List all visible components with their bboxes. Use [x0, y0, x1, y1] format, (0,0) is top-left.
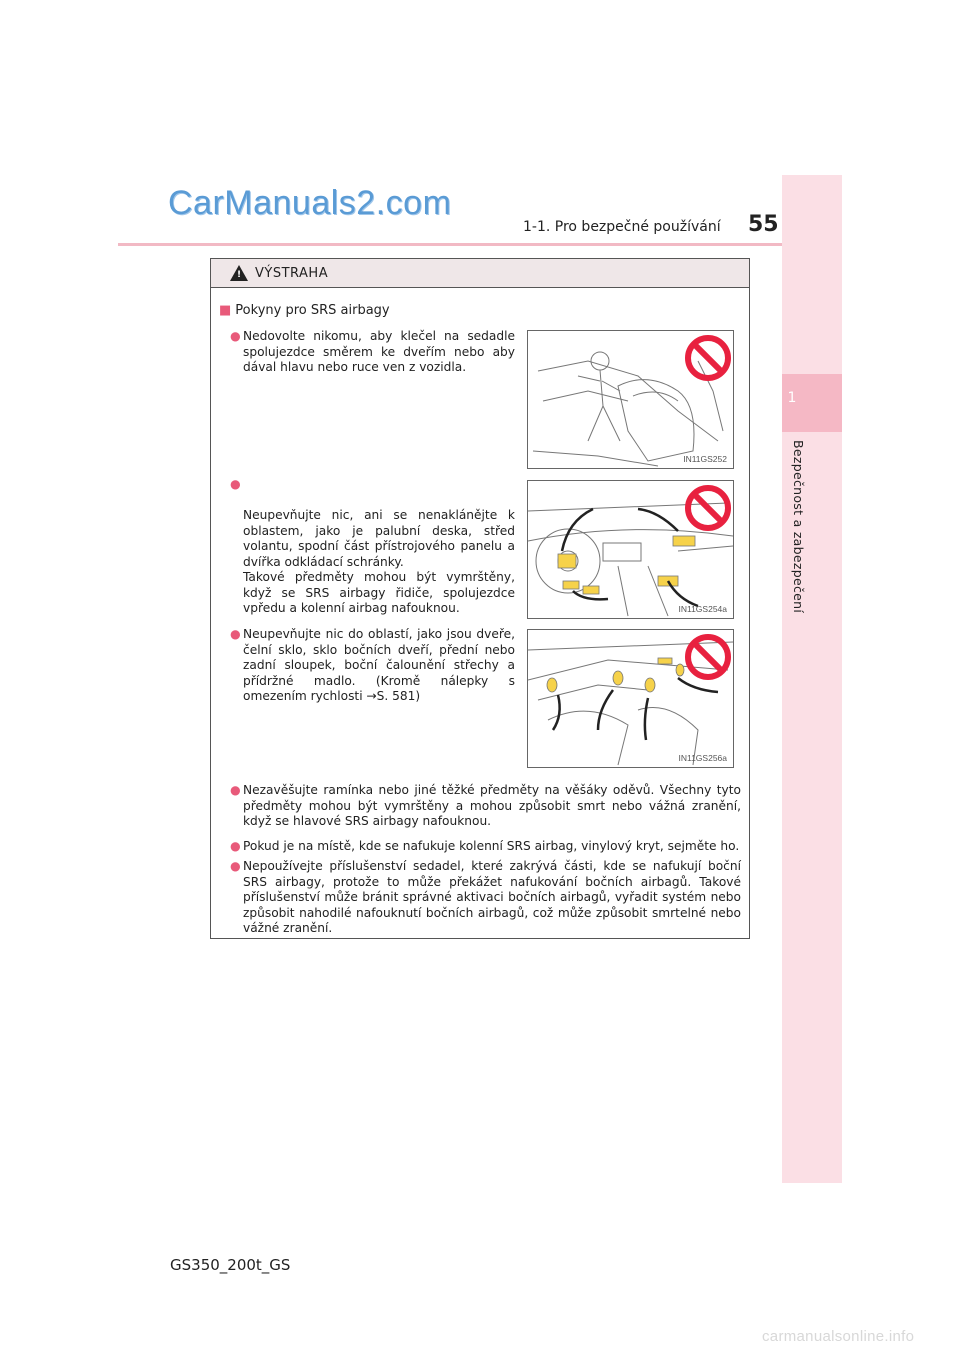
- square-bullet-icon: ■: [219, 303, 232, 318]
- warning-box: [210, 258, 750, 939]
- motion-arrows: [562, 509, 698, 606]
- figure-kneeling-passenger: [527, 330, 734, 469]
- prohibited-icon: [688, 488, 728, 528]
- bullet-icon: ●: [230, 859, 241, 873]
- interior-illustration: [528, 630, 733, 767]
- warning-title: VÝSTRAHA: [255, 266, 329, 281]
- model-code: GS350_200t_GS: [170, 1256, 291, 1274]
- figure-code: IN11GS256a: [678, 753, 727, 763]
- section-title: 1-1. Pro bezpečné používání: [523, 219, 721, 235]
- bullet-icon: ●: [230, 839, 241, 853]
- list-item: ● Neupevňujte nic, ani se nenaklánějte k oblastem, jako je palubní deska, střed volantu, spodní část přístrojového panelu a dvířka odkládací schránky. Takové předměty mohou být vymrštěny, když se SRS airbagy řidiče, spolujezdce vpředu a kolenní airbag nafouknou.: [230, 477, 515, 615]
- footer-watermark: carmanualsonline.info: [762, 1328, 915, 1345]
- figure-code: IN11GS252: [683, 454, 727, 464]
- chapter-number: 1: [787, 390, 797, 406]
- list-item: ● Pokud je na místě, kde se nafukuje kolenní SRS airbag, vinylový kryt, sejměte ho.: [230, 839, 740, 853]
- bullet-icon: ●: [230, 783, 241, 797]
- kneeling-passenger-illustration: [528, 331, 733, 468]
- bullet-icon: ●: [230, 329, 241, 343]
- header-rule: [118, 243, 782, 246]
- warning-header: [211, 259, 749, 288]
- dashboard-illustration: [528, 481, 733, 618]
- list-item: ● Nezavěšujte ramínka nebo jiné těžké předměty na věšáky oděvů. Všechny tyto předměty mohou být vymrštěny a mohou způsobit smrt nebo vážná zranění, když se hlavové SRS airbagy nafouknou.: [230, 783, 741, 828]
- bullet-icon: ●: [230, 477, 241, 491]
- figure-dashboard: [527, 480, 734, 619]
- exclamation-icon: !: [237, 270, 242, 280]
- bullet-icon: ●: [230, 627, 241, 641]
- figure-interior: [527, 629, 734, 768]
- prohibited-icon: [688, 338, 728, 378]
- list-item: ● Nedovolte nikomu, aby klečel na sedadle spolujezdce směrem ke dveřím nebo aby dával hlavu nebo ruce ven z vozidla.: [230, 329, 515, 374]
- watermark-logo: CarManuals2.com: [168, 184, 452, 222]
- attached-objects: [558, 536, 695, 594]
- chapter-label: Bezpečnost a zabezpečení: [791, 440, 806, 614]
- page-number: 55: [748, 212, 779, 237]
- figure-code: IN11GS254a: [678, 604, 727, 614]
- list-item: ● Neupevňujte nic do oblastí, jako jsou dveře, čelní sklo, sklo bočních dveří, přední nebo zadní sloupek, boční čalounění střechy a přídržné madlo. (Kromě nálepky s omezením rychlosti →S. 581): [230, 627, 515, 703]
- subheading: ■ Pokyny pro SRS airbagy: [219, 303, 390, 318]
- motion-arrows: [553, 678, 718, 740]
- list-item: ● Nepoužívejte příslušenství sedadel, které zakrývá části, kde se nafukují boční SRS airbagy, protože to může překážet nafukování bočních airbagů. Takové příslušenství může bránit správné aktivaci bočních airbagů, vyřadit systém nebo způsobit nahodilé nafouknutí bočních airbagů, což může způsobit smrtelné nebo vážné zranění.: [230, 859, 741, 935]
